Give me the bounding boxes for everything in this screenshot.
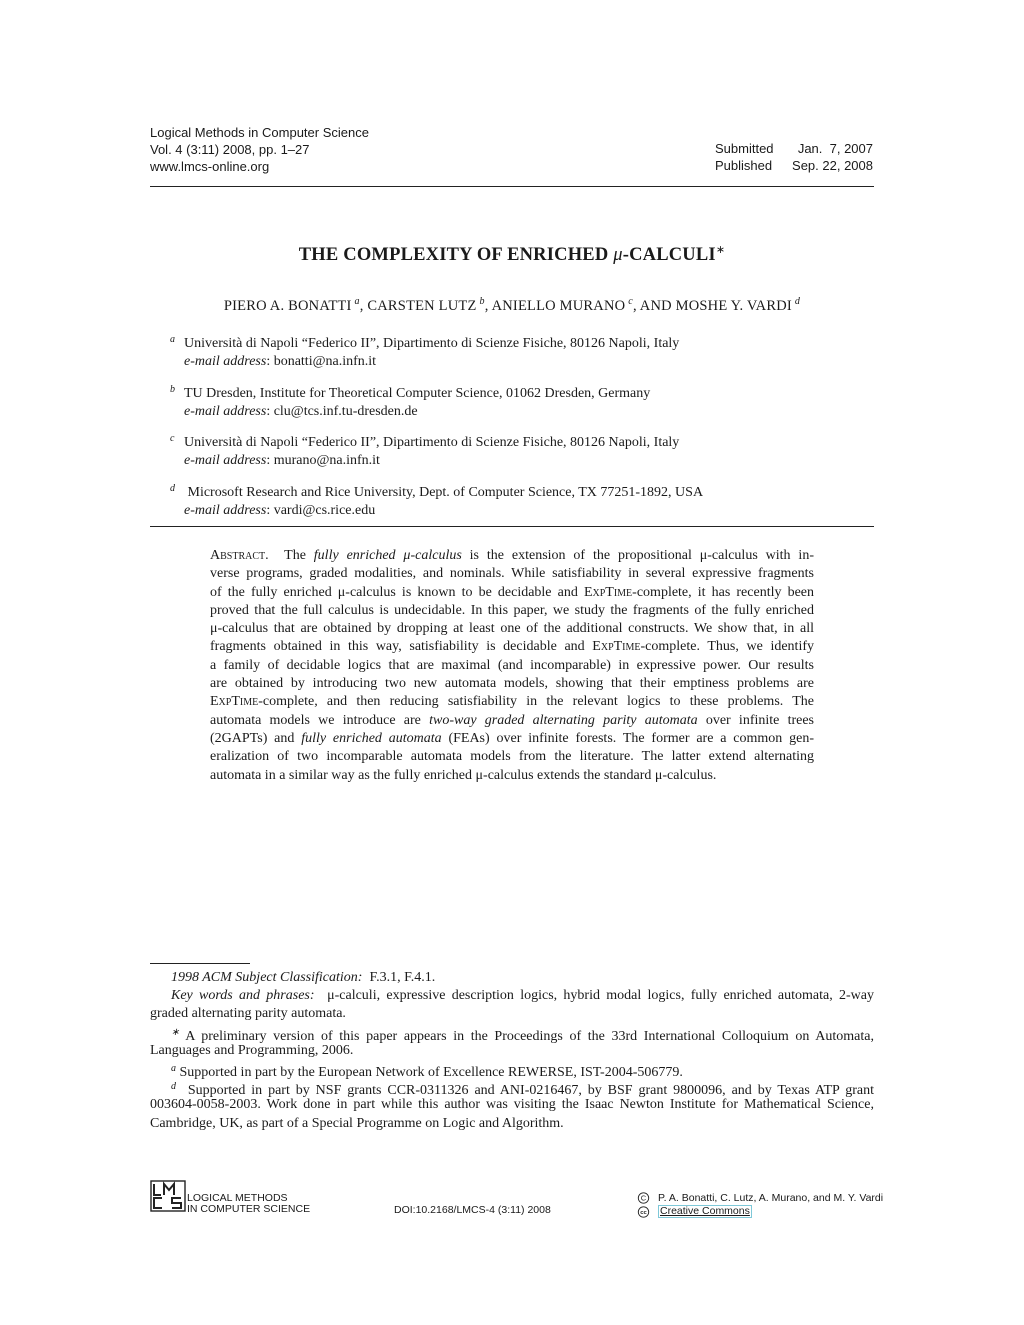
author-separator: , AND	[632, 298, 676, 314]
affiliation	[170, 331, 679, 371]
abstract-line	[210, 638, 814, 656]
text-run: μ-calculus that are obtained by dropping at least one of the additional constructs. We show that, in all	[210, 621, 814, 637]
publication-dates	[715, 140, 873, 174]
text-run: A preliminary version of this paper appears in the Proceedings of the 33rd International Colloquium on Automata,	[179, 1028, 874, 1044]
lmcs-logo	[150, 1180, 186, 1212]
email-label: e-mail address	[184, 354, 267, 369]
footnote-line	[150, 1024, 874, 1042]
submitted-date: Jan. 7, 2007	[797, 141, 873, 156]
author-name: CARSTEN LUTZ	[367, 298, 477, 314]
text-run: μ-calculi, expressive description logics, hybrid modal logics, fully enriched automata, 2-way	[314, 988, 875, 1004]
title-footnote-mark[interactable]: ∗	[715, 244, 726, 256]
abstract-line	[210, 620, 814, 638]
title-mu: μ	[613, 245, 623, 265]
journal-name: Logical Methods in Computer Science	[150, 125, 369, 140]
affiliation-mark: b	[170, 384, 175, 395]
text-run: ∗	[171, 1026, 180, 1038]
title-suffix: -CALCULI	[622, 245, 716, 265]
author-separator: ,	[359, 298, 368, 314]
email-address[interactable]: : bonatti@na.infn.it	[266, 354, 377, 369]
affiliation-text: Università di Napoli “Federico II”, Dipartimento di Scienze Fisiche, 80126 Napoli, Italy	[184, 435, 680, 450]
affiliation-text: Università di Napoli “Federico II”, Dipartimento di Scienze Fisiche, 80126 Napoli, Italy	[184, 336, 680, 351]
affiliation	[170, 480, 703, 520]
email-label: e-mail address	[184, 404, 267, 419]
author-name: PIERO A. BONATTI	[223, 298, 352, 314]
affiliation	[170, 430, 679, 470]
text-run: F.3.1, F.4.1.	[362, 970, 436, 985]
logo-line-1: LOGICAL METHODS	[187, 1192, 288, 1204]
footnote-line	[150, 1005, 874, 1023]
text-run: Supported in part by NSF grants CCR-0311326 and ANI-0216467, by BSF grant 9800096, and by Texas ATP grant	[176, 1083, 874, 1099]
paper-title	[0, 243, 1024, 266]
copyright-block	[637, 1192, 883, 1218]
footnotes	[150, 969, 874, 1133]
text-run: automata in a similar way as the fully enriched μ-calculus extends the standard μ-calculus.	[210, 767, 717, 783]
abstract-line	[210, 602, 814, 620]
text-run: d	[171, 1081, 176, 1093]
email-address[interactable]: : clu@tcs.inf.tu-dresden.de	[266, 404, 418, 419]
footnote-divider	[150, 963, 250, 964]
text-run: -complete, and then reducing satisfiability in the relevant logics to these problems. The	[258, 694, 814, 710]
svg-text:C: C	[640, 1193, 647, 1203]
text-run: a	[171, 1062, 176, 1074]
text-run: fully enriched μ-calculus	[313, 548, 462, 563]
affiliation-text: TU Dresden, Institute for Theoretical Computer Science, 01062 Dresden, Germany	[184, 386, 651, 401]
text-run: (FEAs) over infinite forests. The former are a common gen-	[441, 730, 814, 746]
footnote-line	[150, 1042, 874, 1060]
text-run: Key words and phrases:	[171, 988, 315, 1004]
journal-header	[150, 124, 369, 175]
abstract-label: Abstract.	[210, 548, 269, 563]
abstract-line	[210, 675, 814, 693]
abstract-line	[210, 748, 814, 766]
abstract	[210, 547, 814, 785]
abstract-line	[210, 584, 814, 602]
text-run: graded alternating parity automata.	[150, 1006, 346, 1022]
text-run: two-way graded alternating parity automata	[429, 712, 698, 728]
footnote-line	[150, 1096, 874, 1114]
footnote-line	[150, 1060, 874, 1078]
text-run: proved that the full calculus is undecidable. In this paper, we study the fragments of the fully enriched	[210, 602, 814, 618]
author-affiliation-mark: b	[479, 296, 485, 307]
text-run: automata models we introduce are	[210, 712, 430, 728]
published-label: Published	[715, 158, 773, 173]
text-run: a family of decidable logics that are maximal (and incomparable) in expressive power. Our results	[210, 657, 814, 673]
author-affiliation-mark: c	[628, 296, 633, 307]
affiliation	[170, 381, 650, 421]
footnote-line	[150, 1115, 874, 1133]
footnote-line	[150, 987, 874, 1005]
footnote-line	[150, 969, 874, 987]
text-run: of the fully enriched μ-calculus is known to be decidable and	[210, 584, 584, 600]
text-run: over infinite trees	[697, 712, 815, 728]
abstract-line	[210, 767, 814, 785]
text-run: -complete, it has recently been	[632, 584, 814, 600]
submitted-label: Submitted	[715, 141, 774, 156]
author-affiliation-mark: d	[794, 296, 801, 307]
journal-volume: Vol. 4 (3:11) 2008, pp. 1–27	[150, 142, 310, 157]
footnote-line	[150, 1078, 874, 1099]
author-name: MOSHE Y. VARDI	[675, 298, 792, 314]
author-list	[0, 296, 1024, 315]
text-run: Languages and Programming, 2006.	[150, 1042, 354, 1058]
text-run: verse programs, graded modalities, and nominals. While satisfiability in several expressive fragments	[210, 566, 814, 582]
email-address[interactable]: : vardi@cs.rice.edu	[266, 503, 376, 518]
journal-website[interactable]: www.lmcs-online.org	[150, 159, 270, 174]
text-run: ExpTime	[210, 694, 259, 710]
email-address[interactable]: : murano@na.infn.it	[266, 453, 380, 468]
abstract-line	[210, 693, 814, 711]
lmcs-logo-text	[187, 1193, 310, 1215]
affiliation-divider	[150, 526, 874, 527]
author-name: ANIELLO MURANO	[491, 298, 626, 314]
svg-text:cc: cc	[640, 1209, 647, 1216]
logo-line-2: IN COMPUTER SCIENCE	[187, 1203, 311, 1215]
text-run: (2GAPTs) and	[210, 730, 302, 746]
copyright-icon	[637, 1192, 650, 1204]
affiliation-mark: c	[170, 433, 175, 444]
text-run: eralization of two incomparable automata models from the literature. The latter extend alternating	[210, 749, 814, 765]
text-run: -complete. Thus, we identify	[640, 639, 814, 655]
email-label: e-mail address	[184, 503, 267, 518]
copyright-text: P. A. Bonatti, C. Lutz, A. Murano, and M. Y. Vardi	[658, 1191, 884, 1204]
text-run: fragments obtained in this way, satisfiability is decidable and	[210, 639, 593, 655]
header-divider	[150, 186, 874, 187]
text-run: ExpTime	[592, 639, 641, 655]
text-run: Cambridge, UK, as part of a Special Programme on Logic and Algorithm.	[150, 1115, 564, 1131]
text-run: 003604-0058-2003. Work done in part while this author was visiting the Isaac Newton Institute for Mathematical Science,	[150, 1097, 874, 1113]
affiliation-mark: d	[170, 483, 175, 494]
abstract-line	[210, 657, 814, 675]
affiliation-text: Microsoft Research and Rice University, Dept. of Computer Science, TX 77251-1892, USA	[184, 485, 704, 500]
text-run: The	[268, 548, 314, 563]
doi[interactable]: DOI:10.2168/LMCS-4 (3:11) 2008	[394, 1204, 551, 1216]
text-run: ExpTime	[583, 584, 633, 600]
author-affiliation-mark: a	[354, 296, 360, 307]
abstract-line	[210, 730, 814, 748]
author-separator: ,	[484, 298, 492, 314]
text-run: Supported in part by the European Network of Excellence REWERSE, IST-2004-506779.	[176, 1064, 683, 1080]
title-main: THE COMPLEXITY OF ENRICHED	[298, 245, 614, 265]
abstract-line	[210, 565, 814, 583]
published-date: Sep. 22, 2008	[792, 158, 873, 173]
text-run: is the extension of the propositional μ-calculus with in-	[461, 548, 814, 563]
affiliation-mark: a	[170, 334, 175, 345]
creative-commons-link[interactable]: Creative Commons	[660, 1205, 750, 1217]
email-label: e-mail address	[184, 453, 267, 468]
text-run: 1998 ACM Subject Classification:	[171, 970, 363, 985]
text-run: fully enriched automata	[301, 730, 442, 746]
abstract-line	[210, 547, 814, 565]
text-run: are obtained by introducing two new automata models, showing that their emptiness problems are	[210, 676, 814, 692]
abstract-line	[210, 712, 814, 730]
creative-commons-icon	[637, 1206, 650, 1218]
